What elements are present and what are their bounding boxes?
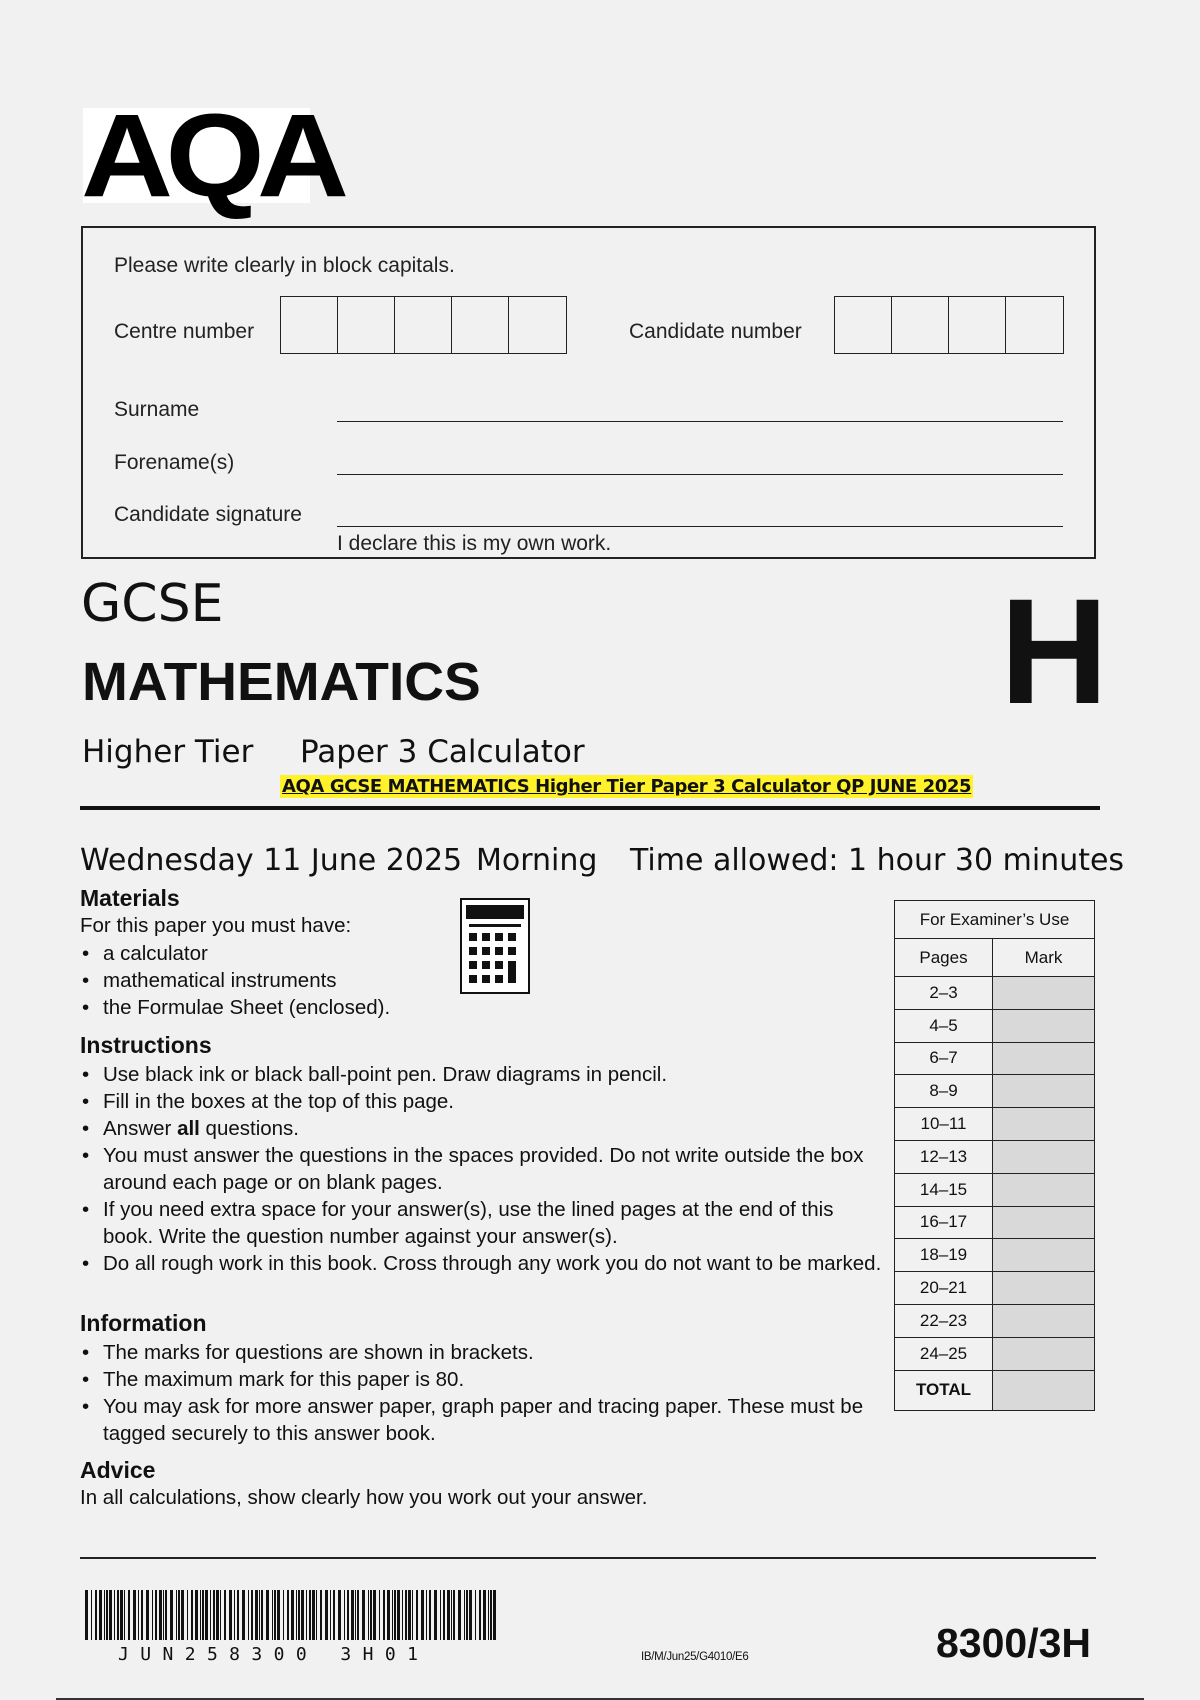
pages-cell: 24–25	[895, 1337, 993, 1370]
table-row	[895, 1108, 1095, 1141]
pages-cell: 8–9	[895, 1075, 993, 1108]
advice-text: In all calculations, show clearly how you work out your answer.	[80, 1486, 648, 1509]
centre-digit-box[interactable]	[281, 297, 338, 353]
candidate-digit-box[interactable]	[892, 297, 949, 353]
table-row	[895, 1239, 1095, 1272]
list-item: • Use black ink or black ball-point pen. Draw diagrams in pencil.	[80, 1061, 883, 1088]
list-item: • Fill in the boxes at the top of this page.	[80, 1088, 883, 1115]
information-heading: Information	[80, 1310, 207, 1336]
forename-label: Forename(s)	[114, 451, 235, 474]
candidate-digit-box[interactable]	[949, 297, 1006, 353]
mark-column-header: Mark	[993, 939, 1095, 977]
pages-cell: 4–5	[895, 1009, 993, 1042]
centre-number-input[interactable]	[280, 296, 567, 354]
mark-cell	[993, 1206, 1095, 1239]
qualification-title: GCSE	[81, 574, 224, 634]
mark-cell	[993, 1304, 1095, 1337]
materials-intro: For this paper you must have:	[80, 914, 352, 937]
pages-cell: 22–23	[895, 1304, 993, 1337]
time-allowed: Time allowed: 1 hour 30 minutes	[630, 843, 1125, 878]
signature-label: Candidate signature	[114, 503, 302, 526]
centre-digit-box[interactable]	[338, 297, 395, 353]
table-row	[895, 1304, 1095, 1337]
instructions-heading: Instructions	[80, 1032, 212, 1058]
mark-cell	[993, 977, 1095, 1010]
pages-cell: 12–13	[895, 1140, 993, 1173]
pages-cell: 6–7	[895, 1042, 993, 1075]
list-item: • You may ask for more answer paper, graph paper and tracing paper. These must be tagged securely to this answer book.	[80, 1393, 883, 1447]
list-item: • If you need extra space for your answer(s), use the lined pages at the end of this book. Write the question number against your answer(s).	[80, 1196, 883, 1250]
centre-digit-box[interactable]	[395, 297, 452, 353]
total-label: TOTAL	[895, 1370, 993, 1410]
list-item: • The marks for questions are shown in brackets.	[80, 1339, 883, 1366]
list-item: • Answer all questions.	[80, 1115, 883, 1142]
centre-digit-box[interactable]	[509, 297, 566, 353]
forename-field[interactable]	[337, 474, 1063, 475]
surname-label: Surname	[114, 398, 200, 421]
instructions-list	[80, 1061, 883, 1277]
list-item: • a calculator	[80, 940, 883, 967]
pages-cell: 16–17	[895, 1206, 993, 1239]
candidate-digit-box[interactable]	[835, 297, 892, 353]
mark-cell	[993, 1009, 1095, 1042]
centre-digit-box[interactable]	[452, 297, 509, 353]
materials-heading: Materials	[80, 885, 180, 911]
tier-label: Higher Tier	[82, 734, 254, 770]
pages-cell: 14–15	[895, 1173, 993, 1206]
table-row	[895, 977, 1095, 1010]
mark-cell	[993, 1239, 1095, 1272]
footer-divider	[80, 1557, 1096, 1559]
block-capitals-instruction: Please write clearly in block capitals.	[114, 254, 455, 277]
mark-cell	[993, 1042, 1095, 1075]
signature-field[interactable]	[337, 526, 1063, 527]
examiner-use-table	[894, 900, 1095, 1411]
table-row	[895, 1075, 1095, 1108]
pages-cell: 10–11	[895, 1108, 993, 1141]
table-row	[895, 1042, 1095, 1075]
total-mark-cell	[993, 1370, 1095, 1410]
mark-cell	[993, 1337, 1095, 1370]
information-list	[80, 1339, 883, 1447]
pages-cell: 20–21	[895, 1272, 993, 1305]
exam-session: Morning	[476, 843, 598, 878]
candidate-digit-box[interactable]	[1006, 297, 1063, 353]
calculator-icon-graphic	[462, 900, 528, 992]
table-row	[895, 1173, 1095, 1206]
highlighted-paper-title: AQA GCSE MATHEMATICS Higher Tier Paper 3 Calculator QP JUNE 2025	[282, 776, 972, 797]
mark-cell	[993, 1108, 1095, 1141]
table-row	[895, 1337, 1095, 1370]
mark-cell	[993, 1272, 1095, 1305]
table-row	[895, 1206, 1095, 1239]
calculator-icon	[460, 898, 530, 994]
mark-cell	[993, 1173, 1095, 1206]
paper-code: 8300/3H	[936, 1620, 1092, 1666]
tier-letter: H	[1000, 567, 1109, 735]
examiner-table-title: For Examiner’s Use	[895, 901, 1095, 939]
subject-title: MATHEMATICS	[82, 652, 481, 712]
aqa-logo-text: AQA	[81, 90, 342, 222]
total-row	[895, 1370, 1095, 1410]
surname-field[interactable]	[337, 421, 1063, 422]
list-item: • the Formulae Sheet (enclosed).	[80, 994, 883, 1021]
pages-cell: 18–19	[895, 1239, 993, 1272]
list-item: • mathematical instruments	[80, 967, 883, 994]
aqa-logo	[81, 90, 342, 222]
table-row	[895, 1009, 1095, 1042]
mark-cell	[993, 1075, 1095, 1108]
table-row	[895, 1272, 1095, 1305]
table-row	[895, 1140, 1095, 1173]
pages-column-header: Pages	[895, 939, 993, 977]
barcode-text: JUN258300 3H01	[118, 1644, 430, 1665]
title-divider	[80, 806, 1100, 810]
declaration-text: I declare this is my own work.	[337, 532, 612, 555]
centre-number-label: Centre number	[114, 320, 255, 343]
list-item: • Do all rough work in this book. Cross through any work you do not want to be marked.	[80, 1250, 883, 1277]
list-item: • The maximum mark for this paper is 80.	[80, 1366, 883, 1393]
list-item: • You must answer the questions in the spaces provided. Do not write outside the box around each page or on blank pages.	[80, 1142, 883, 1196]
mark-cell	[993, 1140, 1095, 1173]
barcode-graphic	[85, 1590, 500, 1640]
exam-date: Wednesday 11 June 2025	[80, 843, 463, 878]
candidate-number-input[interactable]	[834, 296, 1064, 354]
advice-heading: Advice	[80, 1457, 156, 1483]
candidate-number-label: Candidate number	[629, 320, 802, 343]
document-reference: IB/M/Jun25/G4010/E6	[641, 1651, 749, 1663]
paper-label: Paper 3 Calculator	[300, 734, 585, 770]
pages-cell: 2–3	[895, 977, 993, 1010]
